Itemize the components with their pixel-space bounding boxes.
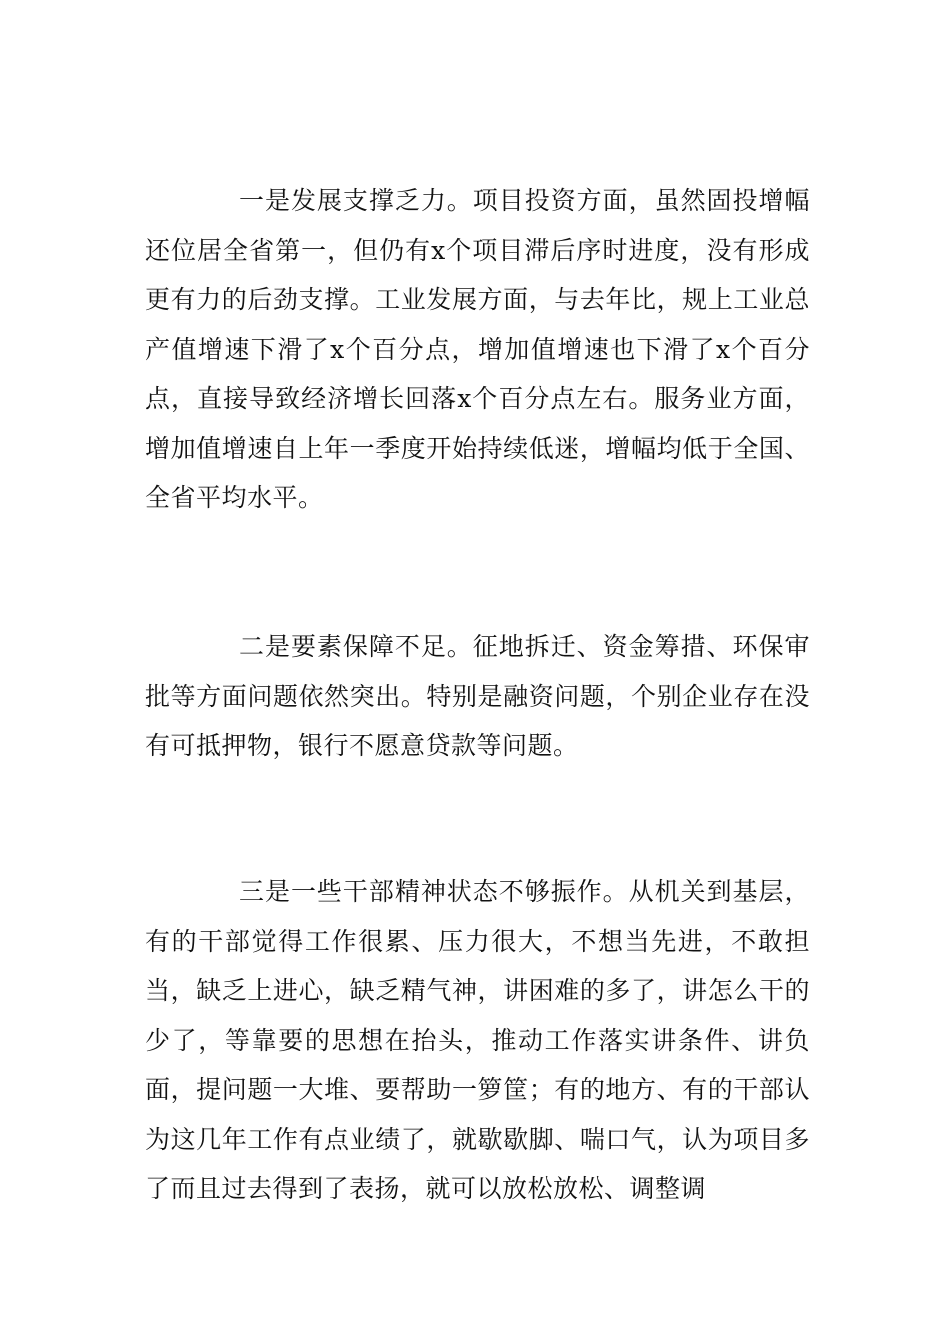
paragraph-cadre-spirit: 三是一些干部精神状态不够振作。从机关到基层，有的干部觉得工作很累、压力很大，不想当先进，不敢担当，缺乏上进心，缺乏精气神，讲困难的多了，讲怎么干的少了，等靠要的思想在抬头，推动工作落实讲条件、讲负面，提问题一大堆、要帮助一箩筐；有的地方、有的干部认为这几年工作有点业绩了，就歇歇脚、喘口气，认为项目多了而且过去得到了表扬，就可以放松放松、调整调	[145, 877, 810, 1203]
paragraph-factor-guarantee: 二是要素保障不足。征地拆迁、资金筹措、环保审批等方面问题依然突出。特别是融资问题，个别企业存在没有可抵押物，银行不愿意贷款等问题。	[145, 632, 810, 760]
paragraph-development-support: 一是发展支撑乏力。项目投资方面，虽然固投增幅还位居全省第一，但仍有x个项目滞后序时进度，没有形成更有力的后劲支撑。工业发展方面，与去年比，规上工业总产值增速下滑了x个百分点，增加值增速也下滑了x个百分点，直接导致经济增长回落x个百分点左右。服务业方面，增加值增速自上年一季度开始持续低迷，增幅均低于全国、全省平均水平。	[145, 186, 810, 512]
